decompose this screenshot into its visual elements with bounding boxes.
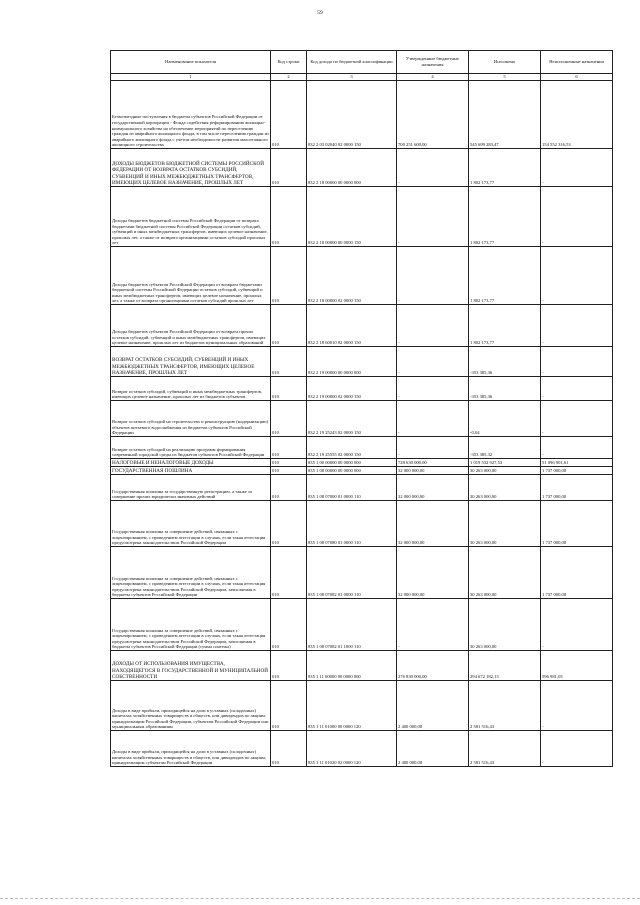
indicator-name-cell: Возврат остатков субсидий, субвенций и иных межбюджетных трансфертов, имеющих целевое назначение, прошлых лет из бюджетов субъектов <box>111 377 271 401</box>
income-code-cell: 835 1 08 07080 01 0000 110 <box>307 501 397 547</box>
table-row <box>111 599 613 651</box>
line-code-cell: 010 <box>271 347 307 377</box>
remaining-cell: 154 552 316,53 <box>541 81 613 149</box>
line-code-cell: 010 <box>271 377 307 401</box>
line-code-cell: 010 <box>271 501 307 547</box>
approved-cell: 32 000 000,00 <box>397 501 469 547</box>
income-code-cell: 832 2 18 00000 00 0000 150 <box>307 187 397 247</box>
header-executed: Исполнено <box>469 51 541 74</box>
executed-cell: 30 263 000,00 <box>469 467 541 475</box>
approved-cell: - <box>397 377 469 401</box>
indicator-name-cell: ГОСУДАРСТВЕННАЯ ПОШЛИНА <box>111 467 271 475</box>
indicator-name-cell: Государственная пошлина за совершение действий, связанных с лицензированием, с проведением аттестации в случаях, если такая аттестация предусмотрена законодательством Российской Федерации <box>111 501 271 547</box>
approved-cell: - <box>397 305 469 347</box>
indicator-name-cell: Возврат остатков субсидий на реализацию программ формирования современной городской среды из бюджетов субъектов Российской Федерации <box>111 437 271 459</box>
table-row <box>111 81 613 149</box>
line-code-cell: 010 <box>271 247 307 305</box>
indicator-name-cell: ДОХОДЫ БЮДЖЕТОВ БЮДЖЕТНОЙ СИСТЕМЫ РОССИЙСКОЙ ФЕДЕРАЦИИ ОТ ВОЗВРАТА ОСТАТКОВ СУБСИДИЙ, СУБВЕНЦИЙ И ИНЫХ МЕЖБЮДЖЕТНЫХ ТРАНСФЕРТОВ, ИМЕЮЩИХ ЦЕЛЕВОЕ НАЗНАЧЕНИЕ, ПРОШЛЫХ ЛЕТ <box>111 149 271 187</box>
approved-cell: - <box>397 437 469 459</box>
executed-cell: 1 802 173,77 <box>469 247 541 305</box>
table-row <box>111 467 613 475</box>
indicator-name-cell: ДОХОДЫ ОТ ИСПОЛЬЗОВАНИЯ ИМУЩЕСТВА, НАХОДЯЩЕГОСЯ В ГОСУДАРСТВЕННОЙ И МУНИЦИПАЛЬНОЙ СОБСТВЕННОСТИ <box>111 651 271 681</box>
header-row <box>111 51 613 74</box>
indicator-name-cell: Возврат остатков субсидий на строительство и реконструкцию (модернизацию) объектов питьевого водоснабжения из бюджетов субъектов Российской Федерации <box>111 401 271 437</box>
income-report-table <box>110 50 613 767</box>
header-remaining: Неисполненные назначения <box>541 51 613 74</box>
header-line-code: Код строки <box>271 51 307 74</box>
remaining-cell: - <box>541 305 613 347</box>
remaining-cell: - <box>541 377 613 401</box>
indicator-name-cell: Доходы бюджетов субъектов Российской Федерации от возврата бюджетами бюджетной системы Российской Федерации остатков субсидий, субвенций и иных межбюджетных трансфертов, имеющих целевое назначение, прошлых лет, а также от возврата организациями остатков субсидий прошлых лет <box>111 247 271 305</box>
line-code-cell: 010 <box>271 401 307 437</box>
executed-cell: 1 802 173,77 <box>469 187 541 247</box>
column-number: 3 <box>307 74 397 81</box>
line-code-cell: 010 <box>271 475 307 501</box>
page-bottom-rule <box>0 898 640 900</box>
approved-cell: 728 630 000,00 <box>397 459 469 467</box>
column-number: 1 <box>111 74 271 81</box>
income-code-cell: 835 1 08 07000 01 0000 110 <box>307 475 397 501</box>
income-code-cell: 832 2 19 25243 02 0000 150 <box>307 401 397 437</box>
line-code-cell: 010 <box>271 547 307 599</box>
line-code-cell: 010 <box>271 437 307 459</box>
remaining-cell: - <box>541 401 613 437</box>
income-code-cell: 835 1 08 00000 00 0000 000 <box>307 467 397 475</box>
indicator-name-cell: Доходы в виде прибыли, приходящейся на доли в уставных (складочных) капиталах хозяйственных товариществ и обществ, или дивидендов по акциям, принадлежащим Российской Федерации, субъектам Российской Федерации или муниципальным образованиям <box>111 681 271 731</box>
line-code-cell: 010 <box>271 81 307 149</box>
table-row <box>111 731 613 767</box>
table-row <box>111 347 613 377</box>
remaining-cell: 1 737 000,00 <box>541 547 613 599</box>
remaining-cell: 1 737 000,00 <box>541 501 613 547</box>
income-code-cell: 835 1 11 00000 00 0000 000 <box>307 651 397 681</box>
table-row <box>111 377 613 401</box>
income-code-cell: 835 1 08 07082 01 0000 110 <box>307 547 397 599</box>
executed-cell: 30 263 000,00 <box>469 475 541 501</box>
line-code-cell: 010 <box>271 651 307 681</box>
approved-cell: - <box>397 347 469 377</box>
page-number: 59 <box>317 10 323 16</box>
executed-cell: -353 385,32 <box>469 437 541 459</box>
income-code-cell: 832 2 18 00000 00 0000 000 <box>307 149 397 187</box>
remaining-cell: 596 981,05 <box>541 651 613 681</box>
approved-cell: - <box>397 149 469 187</box>
remaining-cell: 1 737 000,00 <box>541 467 613 475</box>
line-code-cell: 010 <box>271 681 307 731</box>
executed-cell: 2 581 516,43 <box>469 731 541 767</box>
executed-cell: 1 019 532 927,53 <box>469 459 541 467</box>
approved-cell: 2 400 000,00 <box>397 681 469 731</box>
executed-cell: 545 699 283,47 <box>469 81 541 149</box>
table-row <box>111 459 613 467</box>
remaining-cell: - <box>541 437 613 459</box>
approved-cell: 700 251 600,00 <box>397 81 469 149</box>
approved-cell: - <box>397 599 469 651</box>
column-number: 6 <box>541 74 613 81</box>
income-code-cell: 835 1 11 01000 00 0000 120 <box>307 681 397 731</box>
indicator-name-cell: Государственная пошлина за совершение действий, связанных с лицензированием, с проведением аттестации в случаях, если такая аттестация предусмотрена законодательством Российской Федерации, зачисляемая в бюджеты субъектов Российской Федерации <box>111 547 271 599</box>
income-code-cell: 832 2 03 02040 02 0000 150 <box>307 81 397 149</box>
executed-cell: -353 385,36 <box>469 347 541 377</box>
remaining-cell: 1 737 000,00 <box>541 475 613 501</box>
line-code-cell: 010 <box>271 731 307 767</box>
executed-cell: 2 581 516,43 <box>469 681 541 731</box>
approved-cell: 32 000 000,00 <box>397 467 469 475</box>
remaining-cell: - <box>541 731 613 767</box>
line-code-cell: 010 <box>271 305 307 347</box>
table-row <box>111 305 613 347</box>
approved-cell: - <box>397 401 469 437</box>
executed-cell: 30 263 000,00 <box>469 599 541 651</box>
table-row <box>111 401 613 437</box>
column-number: 2 <box>271 74 307 81</box>
remaining-cell: 51 096 901,61 <box>541 459 613 467</box>
column-number: 5 <box>469 74 541 81</box>
line-code-cell: 010 <box>271 187 307 247</box>
income-code-cell: 832 2 18 60010 02 0000 150 <box>307 305 397 347</box>
table-row <box>111 437 613 459</box>
indicator-name-cell: Безвозмездные поступления в бюджеты субъектов Российской Федерации от государственной корпорации - Фонда содействия реформированию жилищно-коммунального хозяйства на обеспечение мероприятий по переселению граждан из аварийного жилищного фонда, в том числе переселению граждан из аварийного жилищного фонда с учетом необходимости развития малоэтажного жилищного строительства <box>111 81 271 149</box>
executed-cell: 1 802 173,77 <box>469 149 541 187</box>
line-code-cell: 010 <box>271 459 307 467</box>
indicator-name-cell: ВОЗВРАТ ОСТАТКОВ СУБСИДИЙ, СУБВЕНЦИЙ И ИНЫХ МЕЖБЮДЖЕТНЫХ ТРАНСФЕРТОВ, ИМЕЮЩИХ ЦЕЛЕВОЕ НАЗНАЧЕНИЕ, ПРОШЛЫХ ЛЕТ <box>111 347 271 377</box>
income-code-cell: 835 1 11 01020 02 0000 120 <box>307 731 397 767</box>
line-code-cell: 010 <box>271 149 307 187</box>
approved-cell: 32 000 000,00 <box>397 475 469 501</box>
header-indicator-name: Наименование показателя <box>111 51 271 74</box>
remaining-cell: - <box>541 187 613 247</box>
header-income-code: Код дохода по бюджетной классификации <box>307 51 397 74</box>
remaining-cell: - <box>541 681 613 731</box>
remaining-cell: - <box>541 247 613 305</box>
income-code-cell: 832 2 19 00000 00 0000 000 <box>307 347 397 377</box>
line-code-cell: 010 <box>271 599 307 651</box>
remaining-cell: - <box>541 347 613 377</box>
income-code-cell: 835 1 08 07082 01 1000 110 <box>307 599 397 651</box>
income-code-cell: 832 2 19 00000 02 0000 150 <box>307 377 397 401</box>
indicator-name-cell: Государственная пошлина за государственную регистрацию, а также за совершение прочих юридически значимых действий <box>111 475 271 501</box>
executed-cell: 1 802 173,77 <box>469 305 541 347</box>
column-number: 4 <box>397 74 469 81</box>
approved-cell: 2 400 000,00 <box>397 731 469 767</box>
indicator-name-cell: Доходы бюджетов субъектов Российской Федерации от возврата прочих остатков субсидий, субвенций и иных межбюджетных трансфертов, имеющих целевое назначение, прошлых лет из бюджетов муниципальных образований <box>111 305 271 347</box>
table-row <box>111 651 613 681</box>
table-row <box>111 187 613 247</box>
income-code-cell: 835 1 00 00000 00 0000 000 <box>307 459 397 467</box>
income-code-cell: 832 2 18 00000 02 0000 150 <box>307 247 397 305</box>
executed-cell: 30 263 000,00 <box>469 547 541 599</box>
table-row <box>111 247 613 305</box>
remaining-cell: - <box>541 599 613 651</box>
approved-cell: 32 000 000,00 <box>397 547 469 599</box>
table-row <box>111 501 613 547</box>
indicator-name-cell: Государственная пошлина за совершение действий, связанных с лицензированием, с проведением аттестации в случаях, если такая аттестация предусмотрена законодательством Российской Федерации, зачисляемая в бюджеты субъектов Российской Федерации (сумма платежа) <box>111 599 271 651</box>
table-row <box>111 681 613 731</box>
approved-cell: - <box>397 247 469 305</box>
column-number-row <box>111 74 613 81</box>
remaining-cell: - <box>541 149 613 187</box>
indicator-name-cell: Доходы бюджетов бюджетной системы Российской Федерации от возврата бюджетами бюджетной системы Российской Федерации остатков субсидий, субвенций и иных межбюджетных трансфертов, имеющих целевое назначение, прошлых лет, а также от возврата организациями остатков субсидий прошлых лет <box>111 187 271 247</box>
indicator-name-cell: Доходы в виде прибыли, приходящейся на доли в уставных (складочных) капиталах хозяйственных товариществ и обществ, или дивидендов по акциям, принадлежащим субъектам Российской Федерации <box>111 731 271 767</box>
executed-cell: 30 263 000,00 <box>469 501 541 547</box>
header-approved: Утвержденные бюджетные назначения <box>397 51 469 74</box>
executed-cell: -353 385,36 <box>469 377 541 401</box>
line-code-cell: 010 <box>271 467 307 475</box>
approved-cell: 276 830 000,00 <box>397 651 469 681</box>
table-row <box>111 475 613 501</box>
executed-cell: 294 672 182,13 <box>469 651 541 681</box>
approved-cell: - <box>397 187 469 247</box>
executed-cell: -0,04 <box>469 401 541 437</box>
table-row <box>111 149 613 187</box>
table-row <box>111 547 613 599</box>
income-code-cell: 832 2 19 25555 02 0000 150 <box>307 437 397 459</box>
indicator-name-cell: НАЛОГОВЫЕ И НЕНАЛОГОВЫЕ ДОХОДЫ <box>111 459 271 467</box>
